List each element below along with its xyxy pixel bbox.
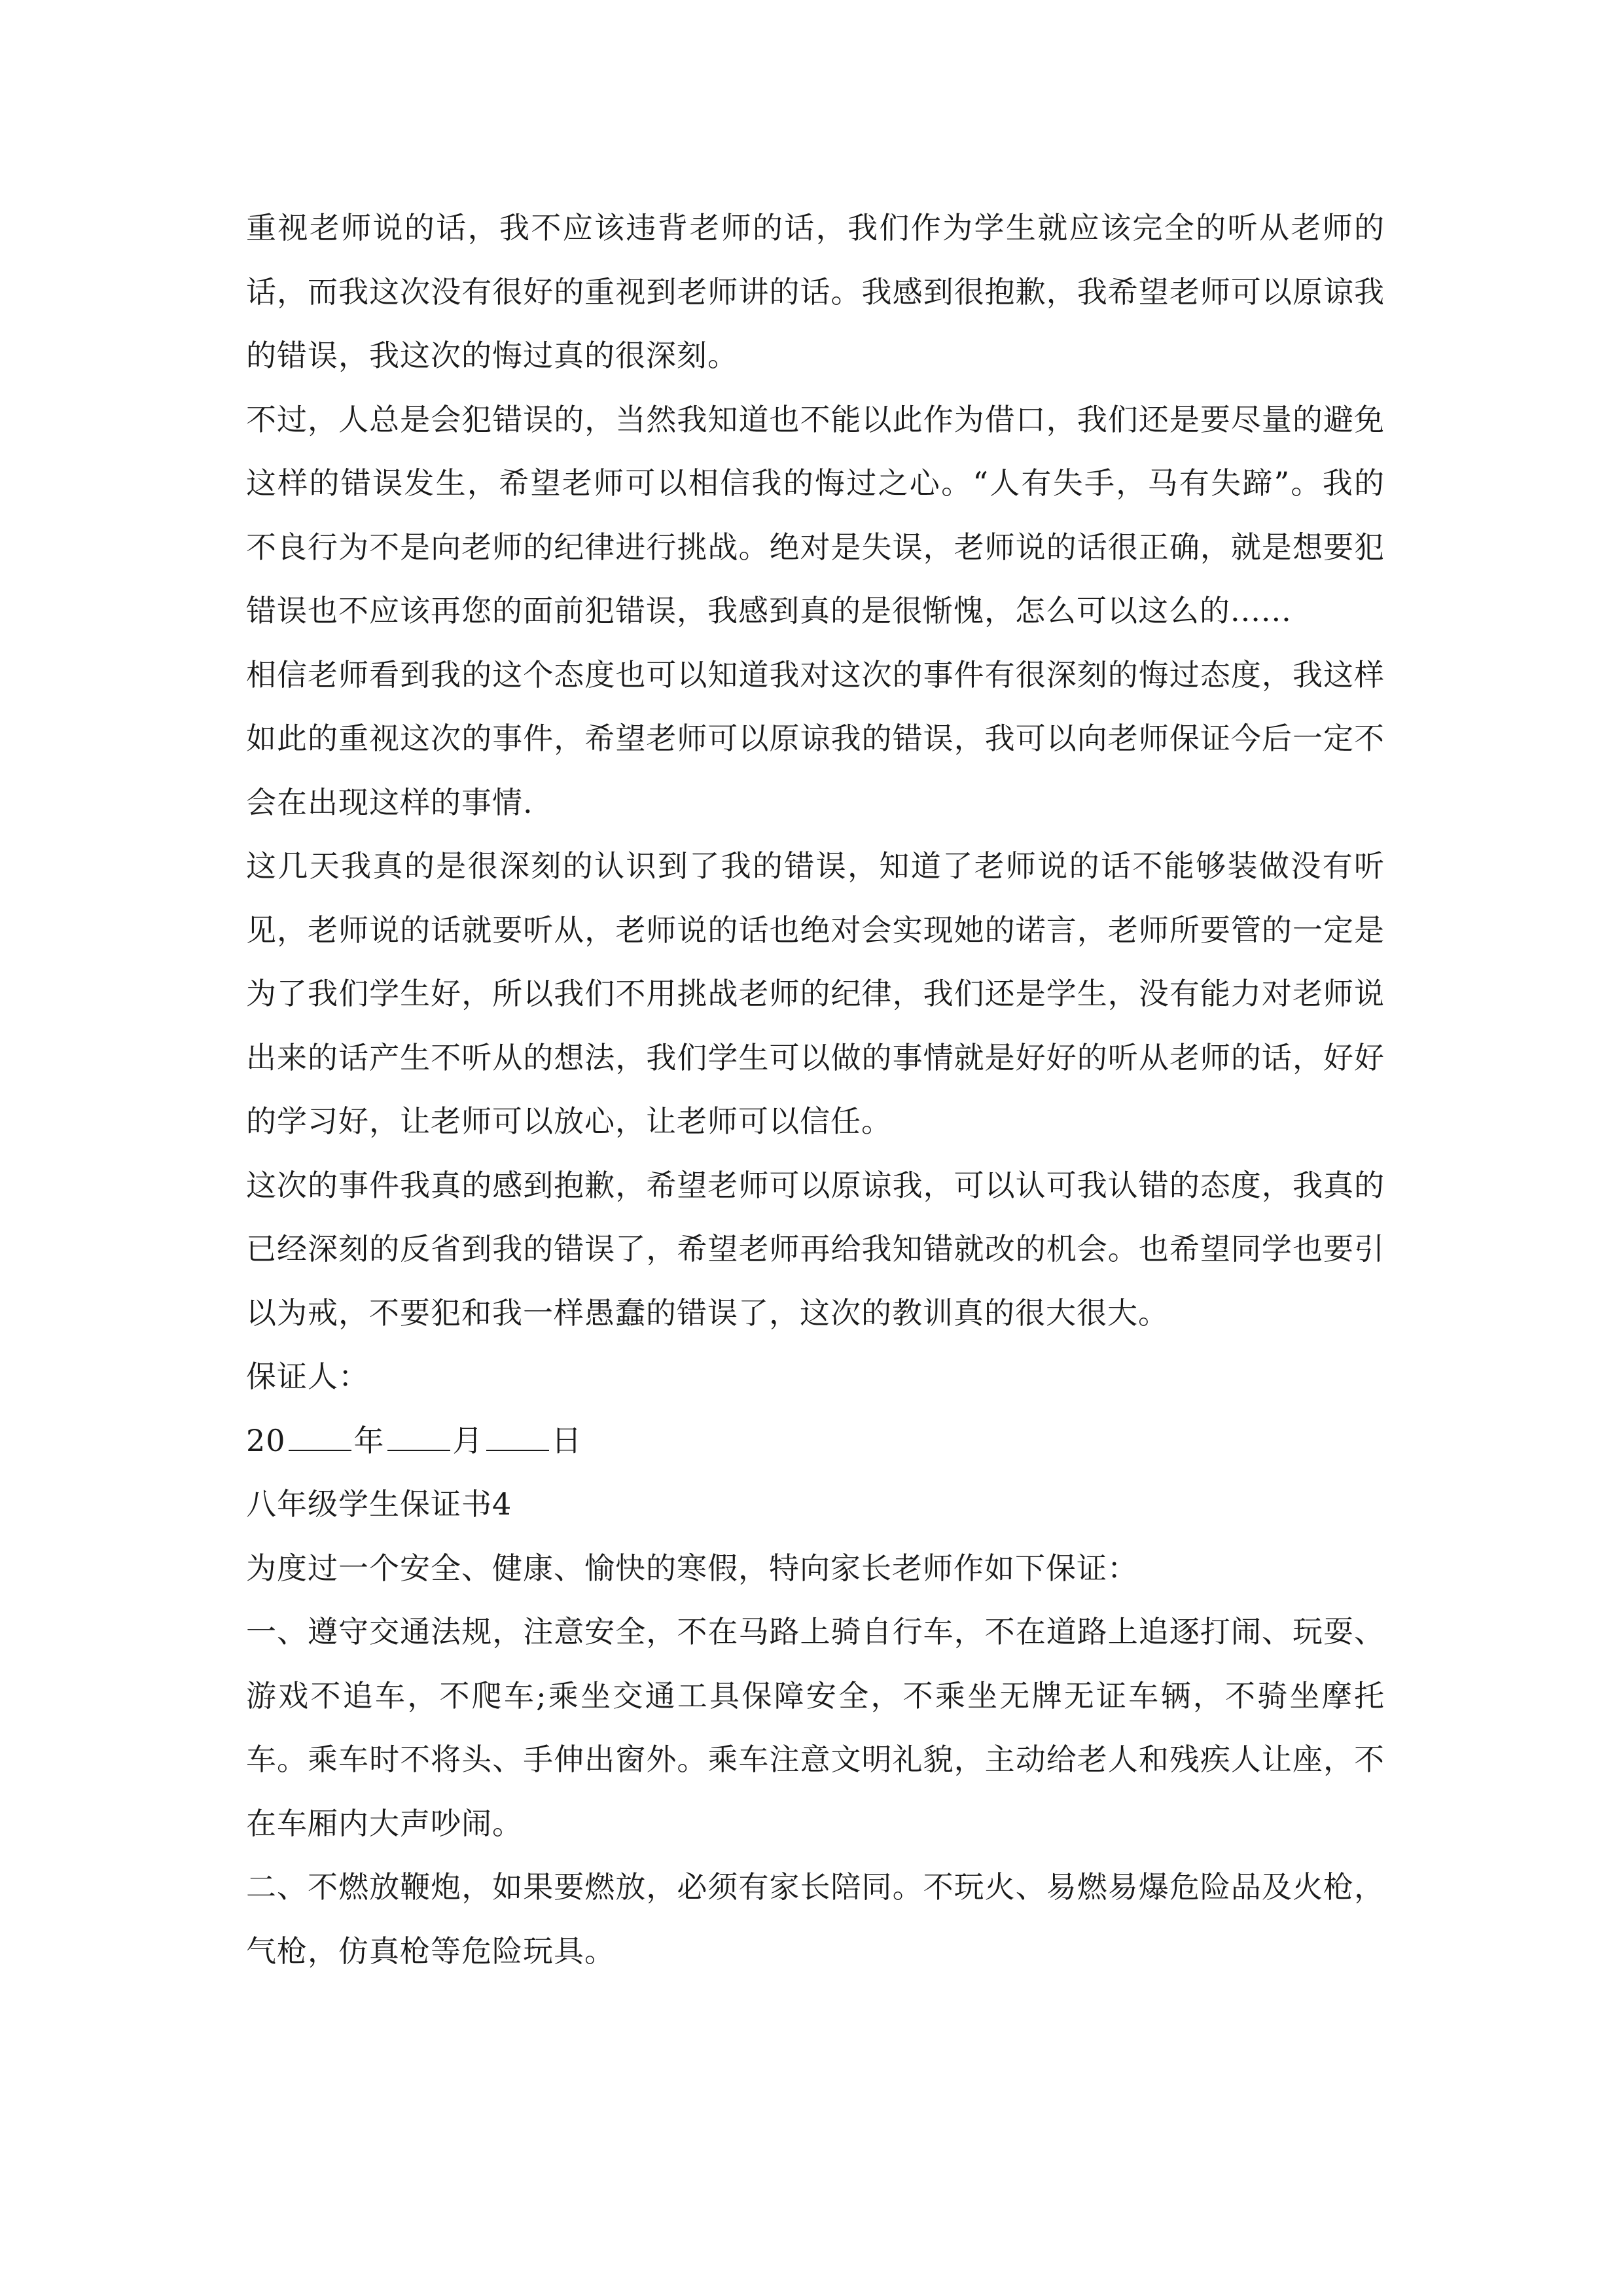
date-day-blank	[486, 1424, 549, 1451]
date-year-prefix: 20	[246, 1422, 286, 1458]
section-paragraph-1: 为度过一个安全、健康、愉快的寒假，特向家长老师作如下保证：	[246, 1550, 1138, 1586]
section-title: 八年级学生保证书4	[246, 1486, 512, 1522]
date-month-blank	[387, 1424, 450, 1451]
paragraph-5: 这次的事件我真的感到抱歉，希望老师可以原谅我，可以认可我认错的态度，我真的已经深刻的反省到我的错误了，希望老师再给我知错就改的机会。也希望同学也要引以为戒，不要犯和我一样愚蠢的错误了，这次的教训真的很大很大。	[246, 1167, 1385, 1331]
paragraph-2: 不过，人总是会犯错误的，当然我知道也不能以此作为借口，我们还是要尽量的避免这样的错误发生，希望老师可以相信我的悔过之心。“人有失手，马有失蹄”。我的不良行为不是向老师的纪律进行挑战。绝对是失误，老师说的话很正确，就是想要犯错误也不应该再您的面前犯错误，我感到真的是很惭愧，怎么可以这么的......	[246, 401, 1385, 628]
paragraph-4: 这几天我真的是很深刻的认识到了我的错误，知道了老师说的话不能够装做没有听见，老师说的话就要听从，老师说的话也绝对会实现她的诺言，老师所要管的一定是为了我们学生好，所以我们不用挑战老师的纪律，我们还是学生，没有能力对老师说出来的话产生不听从的想法，我们学生可以做的事情就是好好的听从老师的话，好好的学习好，让老师可以放心，让老师可以信任。	[246, 848, 1385, 1139]
section-paragraph-3: 二、不燃放鞭炮，如果要燃放，必须有家长陪同。不玩火、易燃易爆危险品及火枪，气枪，仿真枪等危险玩具。	[246, 1869, 1385, 1969]
section-paragraph-2: 一、遵守交通法规，注意安全，不在马路上骑自行车，不在道路上追逐打闹、玩耍、游戏不追车，不爬车;乘坐交通工具保障安全，不乘坐无牌无证车辆，不骑坐摩托车。乘车时不将头、手伸出窗外。乘车注意文明礼貌，主动给老人和残疾人让座，不在车厢内大声吵闹。	[246, 1614, 1385, 1841]
paragraph-1: 重视老师说的话，我不应该违背老师的话，我们作为学生就应该完全的听从老师的话，而我这次没有很好的重视到老师讲的话。我感到很抱歉，我希望老师可以原谅我的错误，我这次的悔过真的很深刻。	[246, 210, 1385, 373]
date-month-char: 月	[452, 1422, 484, 1458]
paragraph-3: 相信老师看到我的这个态度也可以知道我对这次的事件有很深刻的悔过态度，我这样如此的重视这次的事件，希望老师可以原谅我的错误，我可以向老师保证今后一定不会在出现这样的事情.	[246, 656, 1385, 820]
date-year-char: 年	[353, 1422, 385, 1458]
guarantor-label: 保证人：	[246, 1359, 369, 1394]
date-day-char: 日	[551, 1422, 582, 1458]
document-body	[246, 196, 1385, 1983]
date-line	[246, 1409, 1385, 1473]
date-year-blank	[289, 1424, 351, 1451]
